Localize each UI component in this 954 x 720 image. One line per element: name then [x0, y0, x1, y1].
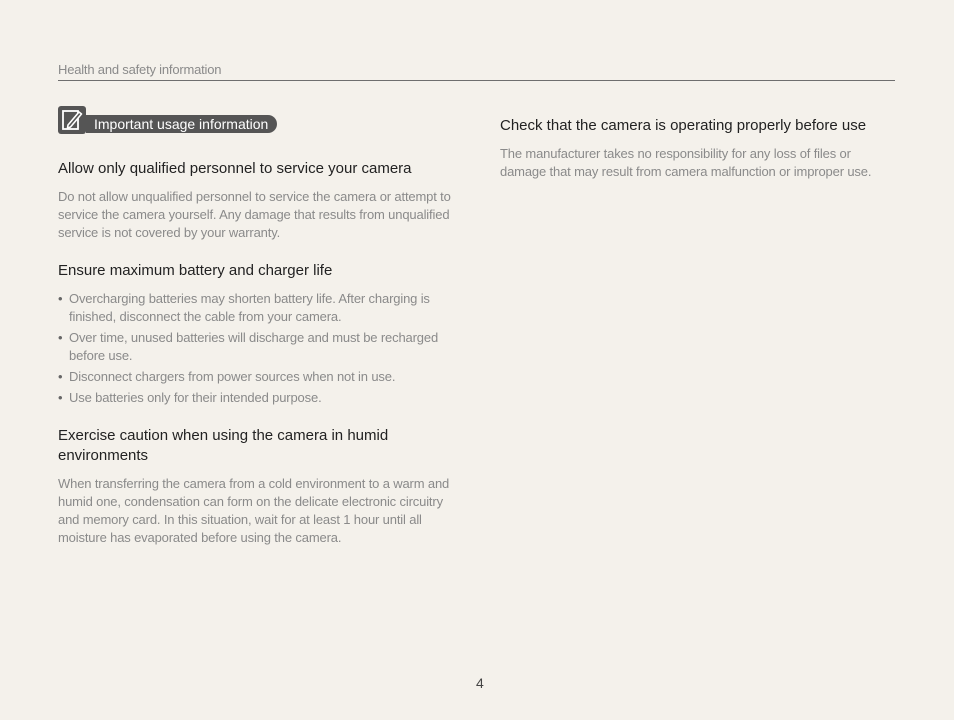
list-item: • Use batteries only for their intended purpose.	[58, 389, 458, 407]
list-item: • Over time, unused batteries will discharge and must be recharged before use.	[58, 329, 458, 365]
section-body: Do not allow unqualified personnel to service the camera or attempt to service the camera yourself. Any damage that results from unqualified service is not covered by your warranty.	[58, 189, 451, 240]
list-item: • Disconnect chargers from power sources when not in use.	[58, 368, 458, 386]
running-header: Health and safety information	[58, 62, 222, 77]
bullet-list	[58, 290, 458, 407]
section-title: Allow only qualified personnel to service your camera	[58, 160, 412, 177]
section-check-operation	[500, 116, 890, 181]
section-body: When transferring the camera from a cold environment to a warm and humid one, condensation can form on the delicate electronic circuitry and memory card. In this situation, wait for at least 1 hour until all moisture has evaporated before using the camera.	[58, 476, 450, 545]
section-battery-life	[58, 261, 458, 407]
section-title: Check that the camera is operating properly before use	[500, 117, 867, 134]
header-divider	[58, 80, 895, 81]
section-title: Exercise caution when using the camera in humid environments	[58, 427, 389, 464]
badge-label: Important usage information	[86, 115, 277, 133]
important-usage-badge	[58, 105, 458, 135]
section-body: The manufacturer takes no responsibility for any loss of files or damage that may result from camera malfunction or improper use.	[500, 146, 872, 179]
section-qualified-service	[58, 159, 458, 242]
right-column	[500, 116, 890, 200]
left-column	[58, 105, 458, 566]
section-title: Ensure maximum battery and charger life	[58, 262, 333, 279]
list-item: • Overcharging batteries may shorten battery life. After charging is finished, disconnect the cable from your camera.	[58, 290, 458, 326]
section-humid-environments	[58, 426, 458, 547]
page-number: 4	[476, 675, 484, 691]
note-pencil-icon	[58, 106, 86, 134]
